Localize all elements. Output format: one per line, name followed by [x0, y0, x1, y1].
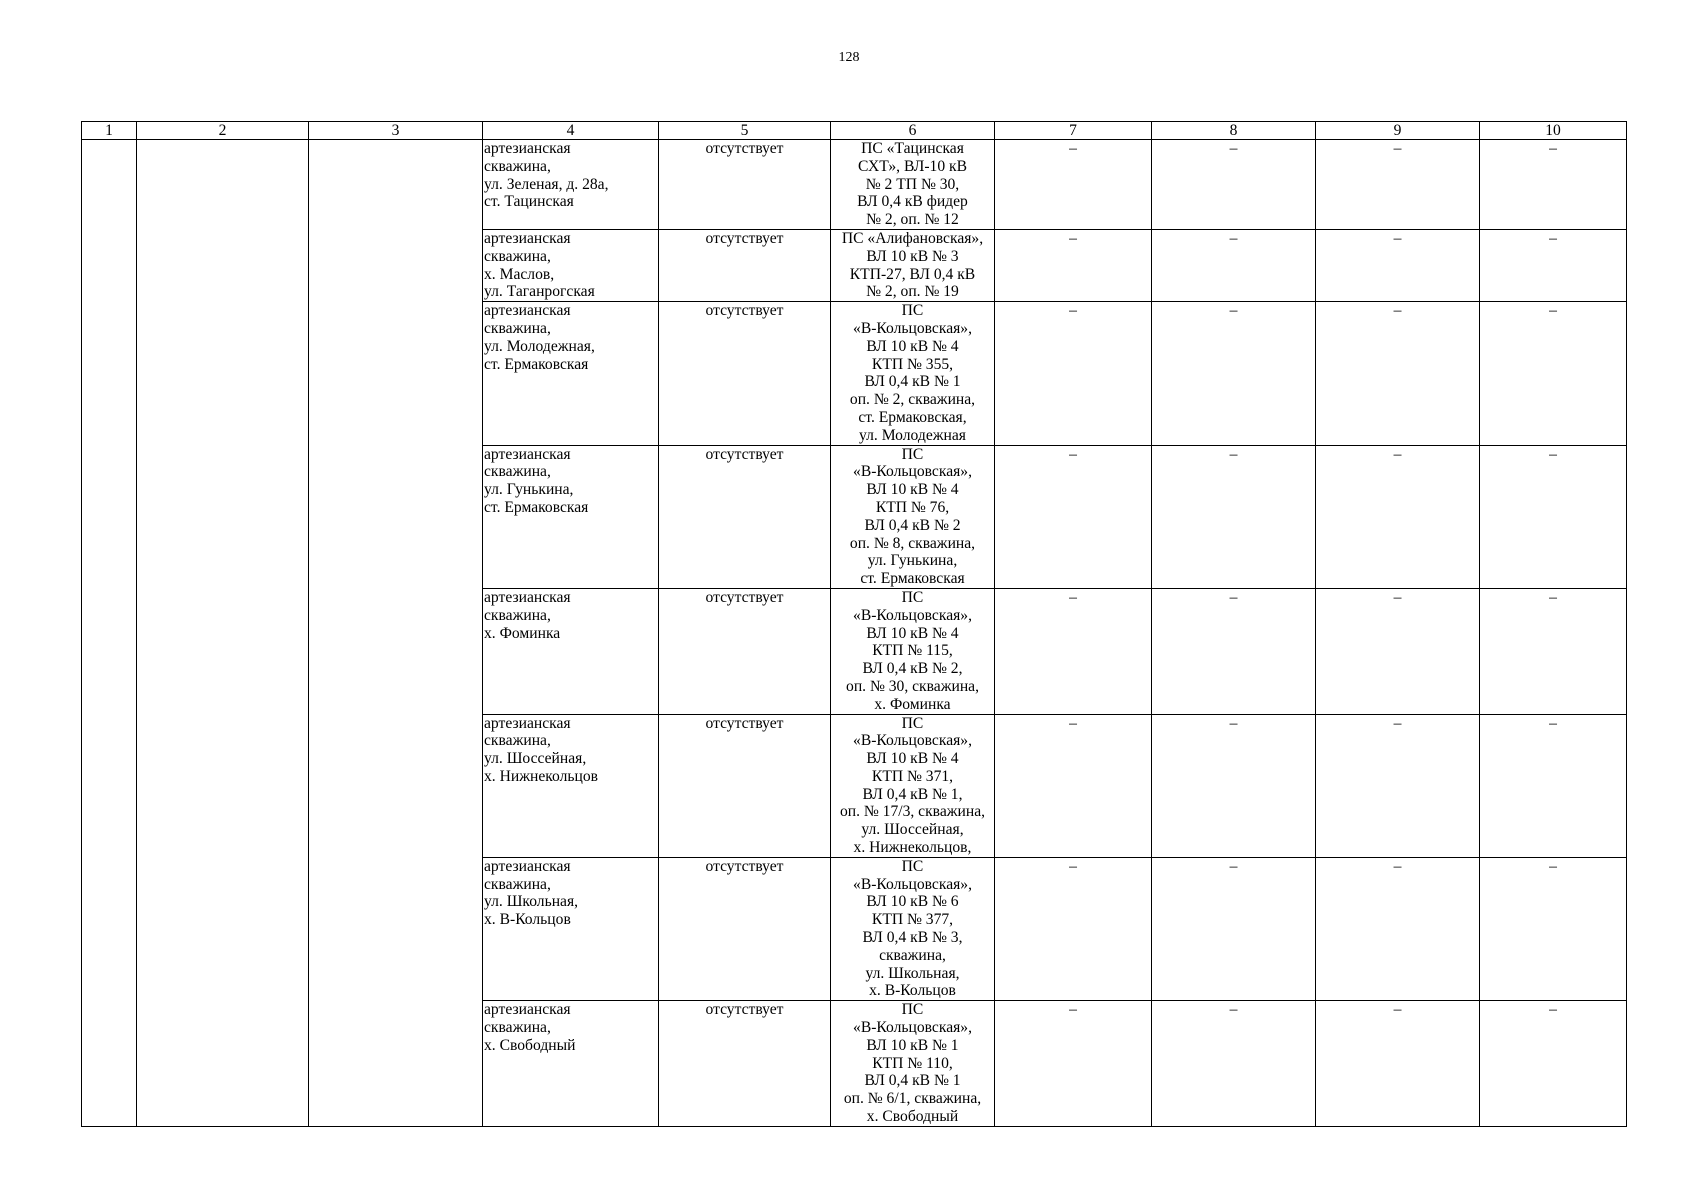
cell-status: отсутствует [659, 229, 831, 301]
connection-line: ВЛ 10 кВ № 6 [866, 893, 959, 911]
cell-status: отсутствует [659, 1001, 831, 1127]
object-line: артезианская [484, 302, 571, 320]
cell-col-8: – [1152, 1001, 1316, 1127]
cell-object [483, 445, 659, 588]
connection-line: ул. Гунькина, [867, 552, 958, 570]
object-line: ул. Таганрогская [484, 283, 595, 301]
data-table [81, 121, 1627, 1127]
header-col-7: 7 [995, 122, 1152, 140]
header-col-8: 8 [1152, 122, 1316, 140]
header-col-6: 6 [831, 122, 995, 140]
connection-line: ВЛ 10 кВ № 4 [866, 750, 959, 768]
cell-object [483, 714, 659, 857]
object-line: скважина, [484, 732, 551, 750]
cell-connection [831, 714, 995, 857]
cell-col-8: – [1152, 302, 1316, 445]
object-line: х. Нижнекольцов [484, 767, 599, 785]
page-number: 128 [838, 50, 860, 65]
cell-status: отсутствует [659, 445, 831, 588]
cell-col-10: – [1480, 714, 1627, 857]
connection-line: скважина, [879, 946, 946, 964]
cell-col-7: – [995, 857, 1152, 1000]
cell-object [483, 1001, 659, 1127]
cell-col-8: – [1152, 857, 1316, 1000]
cell-col-8: – [1152, 445, 1316, 588]
object-line: ул. Школьная, [484, 893, 579, 911]
connection-line: «В-Кольцовская», [853, 463, 972, 481]
object-line: ул. Шоссейная, [484, 750, 587, 768]
cell-object [483, 302, 659, 445]
cell-connection [831, 140, 995, 230]
object-line: х. В-Кольцов [484, 911, 571, 929]
connection-line: ВЛ 10 кВ № 1 [866, 1036, 959, 1054]
object-line: артезианская [484, 857, 571, 875]
connection-line: х. Свободный [866, 1108, 959, 1126]
connection-line: «В-Кольцовская», [853, 875, 972, 893]
connection-line: ст. Ермаковская, [858, 408, 967, 426]
cell-col-10: – [1480, 302, 1627, 445]
connection-line: № 2 ТП № 30, [865, 175, 960, 193]
object-line: х. Свободный [484, 1036, 576, 1054]
cell-col-9: – [1316, 714, 1480, 857]
cell-status: отсутствует [659, 857, 831, 1000]
cell-col-9: – [1316, 302, 1480, 445]
connection-line: ПС [901, 302, 924, 320]
connection-line: х. В-Кольцов [869, 982, 956, 1000]
connection-line: КТП-27, ВЛ 0,4 кВ [849, 265, 976, 283]
connection-line: «В-Кольцовская», [853, 1019, 972, 1037]
object-line: скважина, [484, 247, 551, 265]
cell-col-7: – [995, 445, 1152, 588]
object-line: артезианская [484, 140, 571, 157]
header-col-3: 3 [309, 122, 483, 140]
object-line: артезианская [484, 445, 571, 463]
cell-connection [831, 1001, 995, 1127]
connection-line: ВЛ 10 кВ № 4 [866, 337, 959, 355]
connection-line: х. Фоминка [874, 695, 951, 713]
cell-connection [831, 857, 995, 1000]
cell-col-2-merged [137, 140, 309, 1127]
connection-line: оп. № 30, скважина, [846, 677, 979, 695]
cell-col-8: – [1152, 714, 1316, 857]
connection-line: х. Нижнекольцов, [853, 839, 972, 857]
connection-line: ул. Школьная, [865, 964, 960, 982]
cell-object [483, 857, 659, 1000]
header-col-10: 10 [1480, 122, 1627, 140]
header-col-4: 4 [483, 122, 659, 140]
cell-col-7: – [995, 140, 1152, 230]
connection-line: КТП № 115, [872, 642, 953, 660]
cell-col-10: – [1480, 229, 1627, 301]
object-line: скважина, [484, 1019, 551, 1037]
connection-line: ул. Молодежная [859, 426, 966, 444]
connection-line: ВЛ 0,4 кВ № 1, [862, 785, 963, 803]
header-col-2: 2 [137, 122, 309, 140]
connection-line: ПС [901, 714, 924, 732]
object-line: скважина, [484, 875, 551, 893]
connection-line: КТП № 371, [871, 767, 954, 785]
connection-line: № 2, оп. № 19 [866, 283, 959, 301]
cell-connection [831, 445, 995, 588]
connection-line: ВЛ 10 кВ № 4 [866, 481, 959, 499]
object-line: ст. Тацинская [484, 193, 574, 211]
object-line: артезианская [484, 229, 571, 247]
cell-connection [831, 229, 995, 301]
connection-line: ПС [901, 588, 924, 606]
cell-col-10: – [1480, 445, 1627, 588]
object-line: скважина, [484, 463, 551, 481]
cell-col-9: – [1316, 588, 1480, 714]
connection-line: КТП № 76, [875, 498, 950, 516]
cell-col-9: – [1316, 140, 1480, 230]
object-line: ст. Ермаковская [484, 498, 589, 516]
cell-col-7: – [995, 302, 1152, 445]
connection-line: «В-Кольцовская», [853, 319, 972, 337]
object-line: х. Маслов, [484, 265, 555, 283]
header-col-5: 5 [659, 122, 831, 140]
cell-col-7: – [995, 714, 1152, 857]
cell-status: отсутствует [659, 140, 831, 230]
cell-object [483, 229, 659, 301]
connection-line: ВЛ 0,4 кВ № 2 [864, 516, 961, 534]
cell-connection [831, 302, 995, 445]
cell-col-3-merged [309, 140, 483, 1127]
cell-col-8: – [1152, 229, 1316, 301]
header-col-9: 9 [1316, 122, 1480, 140]
object-line: ул. Молодежная, [484, 337, 595, 355]
cell-col-10: – [1480, 1001, 1627, 1127]
connection-line: ПС [901, 857, 924, 875]
cell-col-10: – [1480, 857, 1627, 1000]
connection-line: ВЛ 0,4 кВ № 2, [862, 660, 963, 678]
connection-line: оп. № 8, скважина, [849, 534, 976, 552]
object-line: х. Фоминка [484, 624, 561, 642]
cell-col-1-merged [82, 140, 137, 1127]
object-line: артезианская [484, 588, 571, 606]
cell-col-10: – [1480, 588, 1627, 714]
object-line: ул. Зеленая, д. 28а, [484, 175, 609, 193]
connection-line: оп. № 6/1, скважина, [843, 1090, 982, 1108]
cell-col-10: – [1480, 140, 1627, 230]
cell-col-9: – [1316, 445, 1480, 588]
connection-line: КТП № 110, [872, 1054, 953, 1072]
cell-object [483, 140, 659, 230]
cell-col-7: – [995, 1001, 1152, 1127]
connection-line: СХТ», ВЛ-10 кВ [857, 157, 968, 175]
cell-col-7: – [995, 588, 1152, 714]
connection-line: № 2, оп. № 12 [866, 211, 959, 229]
connection-line: КТП № 355, [871, 355, 954, 373]
connection-line: оп. № 17/3, скважина, [839, 803, 986, 821]
cell-status: отсутствует [659, 302, 831, 445]
object-line: ул. Гунькина, [484, 481, 574, 499]
cell-object [483, 588, 659, 714]
object-line: артезианская [484, 1001, 571, 1019]
cell-status: отсутствует [659, 714, 831, 857]
connection-line: «В-Кольцовская», [853, 606, 972, 624]
connection-line: «В-Кольцовская», [853, 732, 972, 750]
connection-line: ВЛ 0,4 кВ № 1 [864, 1072, 961, 1090]
cell-col-9: – [1316, 857, 1480, 1000]
connection-line: ВЛ 10 кВ № 4 [866, 624, 959, 642]
connection-line: ПС «Алифановская», [841, 229, 984, 247]
cell-col-8: – [1152, 588, 1316, 714]
cell-col-8: – [1152, 140, 1316, 230]
connection-line: ПС [901, 445, 924, 463]
cell-connection [831, 588, 995, 714]
header-col-1: 1 [82, 122, 137, 140]
connection-line: КТП № 377, [871, 911, 954, 929]
header-row [82, 122, 1627, 140]
cell-col-7: – [995, 229, 1152, 301]
object-line: скважина, [484, 319, 551, 337]
connection-line: оп. № 2, скважина, [849, 391, 976, 409]
connection-line: ПС [901, 1001, 924, 1019]
connection-line: ВЛ 0,4 кВ фидер [857, 193, 968, 211]
object-line: скважина, [484, 606, 551, 624]
cell-col-9: – [1316, 1001, 1480, 1127]
connection-line: ВЛ 0,4 кВ № 3, [862, 929, 963, 947]
connection-line: ВЛ 10 кВ № 3 [866, 247, 959, 265]
connection-line: ВЛ 0,4 кВ № 1 [864, 373, 961, 391]
connection-line: ул. Шоссейная, [861, 821, 964, 839]
object-line: артезианская [484, 714, 571, 732]
connection-line: ст. Ермаковская [860, 570, 965, 588]
cell-col-9: – [1316, 229, 1480, 301]
connection-line: ПС «Тацинская [861, 140, 964, 157]
object-line: скважина, [484, 157, 551, 175]
object-line: ст. Ермаковская [484, 355, 589, 373]
table-row [82, 140, 1627, 230]
cell-status: отсутствует [659, 588, 831, 714]
